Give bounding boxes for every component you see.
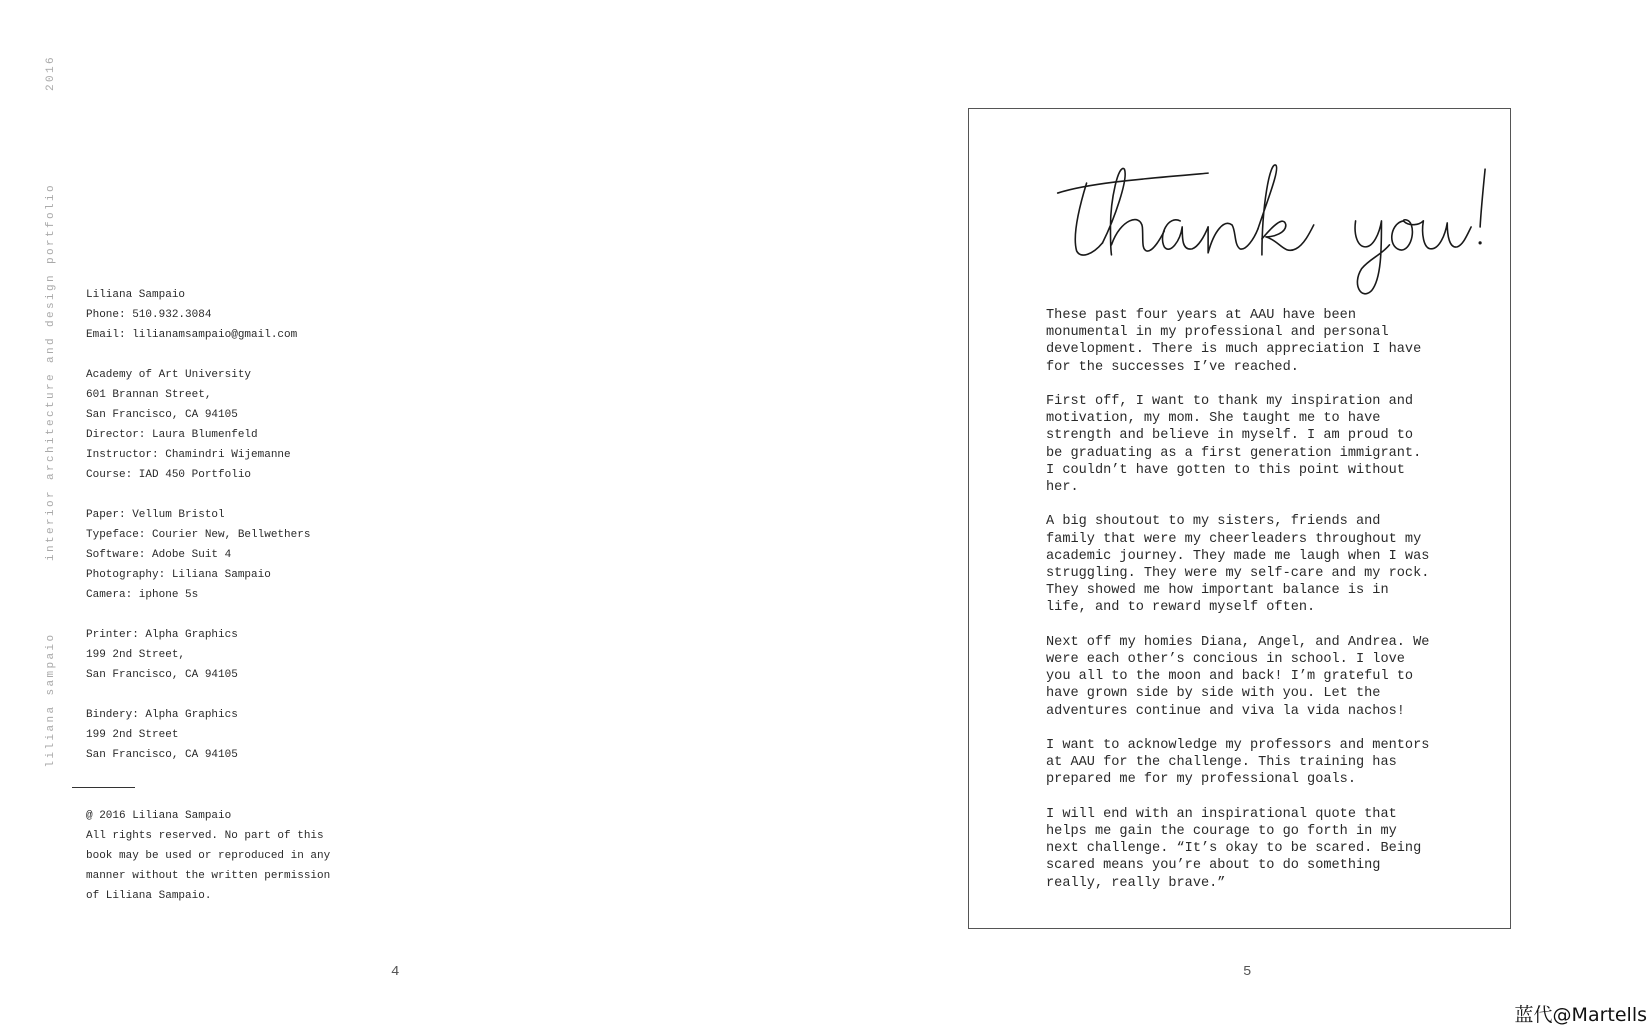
spine-year: 2016 bbox=[45, 54, 57, 92]
letter-paragraph: A big shoutout to my sisters, friends and family that were my cheerleaders throughout my academic journey. They made me laugh when I was struggling. They were my self-care and my rock. They showed me how important balance is in life, and to reward myself often. bbox=[1046, 514, 1430, 616]
colophon-line: Bindery: Alpha Graphics bbox=[86, 709, 238, 721]
colophon-line: Instructor: Chamindri Wijemanne bbox=[86, 449, 291, 461]
printer-group bbox=[86, 625, 386, 685]
divider bbox=[72, 787, 135, 788]
colophon-line: 199 2nd Street, bbox=[86, 649, 186, 661]
copyright-line: of Liliana Sampaio. bbox=[86, 890, 212, 902]
colophon-line: San Francisco, CA 94105 bbox=[86, 409, 238, 421]
colophon-line: Director: Laura Blumenfeld bbox=[86, 429, 258, 441]
colophon-line: Photography: Liliana Sampaio bbox=[86, 569, 271, 581]
colophon-line: 601 Brannan Street, bbox=[86, 389, 212, 401]
colophon-line: Phone: 510.932.3084 bbox=[86, 309, 212, 321]
spine-author: liliana sampaio bbox=[45, 632, 57, 768]
thank-you-heading bbox=[969, 109, 1510, 309]
letter-paragraph: These past four years at AAU have been monumental in my professional and personal development. There is much appreciation I have for the successes I’ve reached. bbox=[1046, 308, 1422, 375]
copyright-notice bbox=[86, 806, 376, 906]
colophon-line: Academy of Art University bbox=[86, 369, 252, 381]
colophon bbox=[86, 285, 386, 785]
colophon-line: Liliana Sampaio bbox=[86, 289, 186, 301]
colophon-line: 199 2nd Street bbox=[86, 729, 179, 741]
spine-title: interior architecture and design portfolio bbox=[45, 182, 57, 562]
production-group bbox=[86, 505, 386, 605]
page-number-right: 5 bbox=[1243, 964, 1252, 980]
page-number-left: 4 bbox=[391, 964, 400, 980]
colophon-line: Email: lilianamsampaio@gmail.com bbox=[86, 329, 298, 341]
colophon-line: Camera: iphone 5s bbox=[86, 589, 199, 601]
copyright-line: All rights reserved. No part of this bbox=[86, 830, 324, 842]
colophon-line: San Francisco, CA 94105 bbox=[86, 749, 238, 761]
thank-you-card bbox=[968, 108, 1511, 929]
copyright-line: manner without the written permission bbox=[86, 870, 331, 882]
letter-paragraph: First off, I want to thank my inspiration and motivation, my mom. She taught me to have strength and believe in myself. I am proud to be graduating as a first generation immigrant. I couldn’t have gotten to this point without her. bbox=[1046, 394, 1422, 496]
colophon-line: Software: Adobe Suit 4 bbox=[86, 549, 232, 561]
thank-you-letter bbox=[1046, 307, 1466, 909]
contact-group bbox=[86, 285, 386, 345]
colophon-line: Paper: Vellum Bristol bbox=[86, 509, 225, 521]
letter-paragraph: Next off my homies Diana, Angel, and Andrea. We were each other’s concious in school. I love you all to the moon and back! I’m grateful to have grown side by side with you. Let the adventures continue and viva la vida nachos! bbox=[1046, 634, 1430, 719]
copyright-line: @ 2016 Liliana Sampaio bbox=[86, 810, 232, 822]
letter-paragraph: I want to acknowledge my professors and mentors at AAU for the challenge. This training has prepared me for my professional goals. bbox=[1046, 738, 1430, 788]
bindery-group bbox=[86, 705, 386, 765]
school-group bbox=[86, 365, 386, 485]
watermark: 蓝代@Martells bbox=[1514, 1004, 1647, 1026]
colophon-line: Course: IAD 450 Portfolio bbox=[86, 469, 252, 481]
letter-paragraph: I will end with an inspirational quote that helps me gain the courage to go forth in my next challenge. “It’s okay to be scared. Being scared means you’re about to do something really, really brave.” bbox=[1046, 806, 1422, 891]
copyright-line: book may be used or reproduced in any bbox=[86, 850, 331, 862]
colophon-line: Printer: Alpha Graphics bbox=[86, 629, 238, 641]
colophon-line: Typeface: Courier New, Bellwethers bbox=[86, 529, 311, 541]
colophon-line: San Francisco, CA 94105 bbox=[86, 669, 238, 681]
